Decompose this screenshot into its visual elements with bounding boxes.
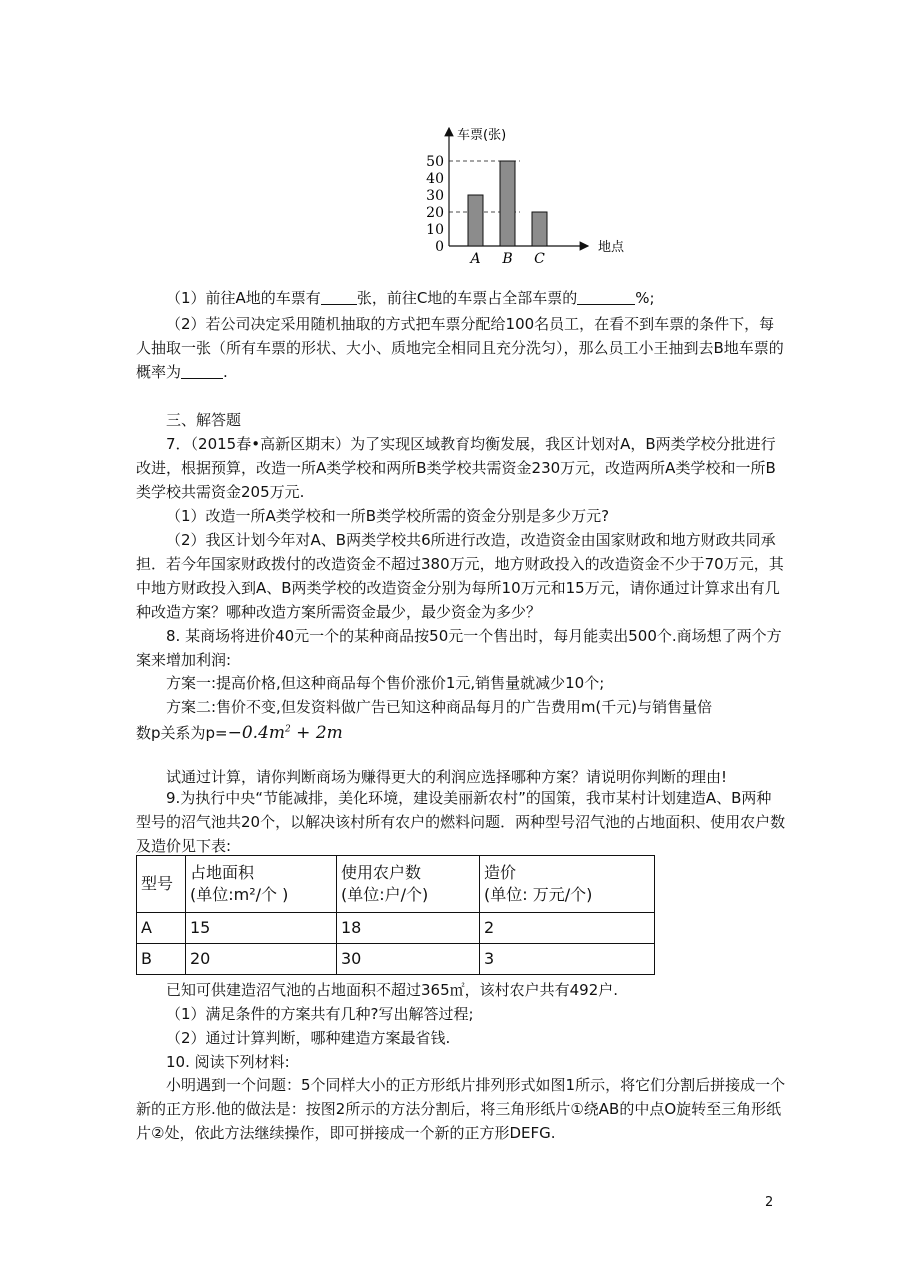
bar-B xyxy=(500,161,515,246)
q8-question: 试通过计算，请你判断商场为赚得更大的利润应选择哪种方案？请说明你判断的理由! xyxy=(166,768,728,786)
table-cell: 3 xyxy=(480,944,655,975)
q7-stem: 7．（2015春•高新区期末）为了实现区域教育均衡发展，我区计划对A，B两类学校分批进行改进，根据预算，改造一所A类学校和两所B类学校共需资金230万元，改造两所A类学校和一所B类学校共需资金205万元. xyxy=(136,435,776,501)
q8-plan1: 方案一:提高价格,但这种商品每个售价涨价1元,销售量就减少10个; xyxy=(166,674,605,692)
bar-A xyxy=(468,195,483,246)
q9-part2: （2）通过计算判断，哪种建造方案最省钱. xyxy=(166,1029,451,1047)
table-header-cell: 造价 (单位: 万元/个) xyxy=(480,856,655,913)
bar-C xyxy=(532,212,547,246)
table-cell: 20 xyxy=(186,944,337,975)
formula: $-0.4m^2 + 2m$ xyxy=(227,723,343,743)
x-category-label: C xyxy=(534,251,545,267)
y-tick-label: 50 xyxy=(426,154,444,170)
y-tick-label: 20 xyxy=(426,205,444,221)
table-cell: A xyxy=(137,913,186,944)
q9-condition: 已知可供建造沼气池的占地面积不超过365㎡，该村农户共有492户. xyxy=(166,981,619,999)
bar-chart xyxy=(420,120,660,270)
table-cell: B xyxy=(137,944,186,975)
table-cell: 18 xyxy=(337,913,480,944)
y-axis-label: 车票(张) xyxy=(457,128,507,143)
y-tick-label: 0 xyxy=(435,239,444,255)
table-row xyxy=(137,944,655,975)
table-header-row xyxy=(137,856,655,913)
answer-blank xyxy=(321,288,357,305)
answer-blank xyxy=(577,288,635,305)
q6-part2: （2）若公司决定采用随机抽取的方式把车票分配给100名员工，在看不到车票的条件下，每人抽取一张（所有车票的形状、大小、质地完全相同且充分洗匀），那么员工小王抽到去B地车票的概率为 . xyxy=(136,315,784,381)
q8-plan2-formula-line: 数p关系为$p=-0.4m^2 + 2m$ xyxy=(136,723,343,743)
q10-body: 小明遇到一个问题：5个同样大小的正方形纸片排列形式如图1所示，将它们分割后拼接成一个新的正方形.他的做法是：按图2所示的方法分割后，将三角形纸片①绕AB的中点O旋转至三角形纸片②处，依此方法继续操作，即可拼接成一个新的正方形DEFG. xyxy=(136,1076,786,1142)
table-cell: 2 xyxy=(480,913,655,944)
q9-stem: 9.为执行中央“节能减排，美化环境，建设美丽新农村”的国策，我市某村计划建造A、B两种型号的沼气池共20个，以解决该村所有农户的燃料问题．两种型号沼气池的占地面积、使用农户数及造价见下表: xyxy=(136,789,786,855)
table-cell: 30 xyxy=(337,944,480,975)
q7-part1: （1）改造一所A类学校和一所B类学校所需的资金分别是多少万元? xyxy=(166,507,610,525)
y-tick-label: 10 xyxy=(426,222,444,238)
x-axis-label: 地点 xyxy=(598,240,625,255)
table-row xyxy=(137,913,655,944)
page-number: 2 xyxy=(765,1195,774,1210)
x-category-label: A xyxy=(470,251,481,267)
y-tick-label: 30 xyxy=(426,188,444,204)
q10-stem: 10. 阅读下列材料: xyxy=(166,1053,290,1071)
section-heading: 三、解答题 xyxy=(166,411,242,429)
q8-stem: 8. 某商场将进价40元一个的某种商品按50元一个售出时，每月能卖出500个.商场想了两个方案来增加利润: xyxy=(136,627,782,669)
y-tick-label: 40 xyxy=(426,171,444,187)
biogas-table xyxy=(136,855,655,975)
q6-part1: （1）前往A地的车票有 张，前往C地的车票占全部车票的 %; xyxy=(166,289,655,307)
q8-plan2: 方案二:售价不变,但发资料做广告已知这种商品每月的广告费用m(千元)与销售量倍 xyxy=(166,698,713,716)
q9-part1: （1）满足条件的方案共有几种?写出解答过程; xyxy=(166,1005,474,1023)
table-header-cell: 占地面积 (单位:m²/个 ) xyxy=(186,856,337,913)
answer-blank xyxy=(181,362,223,379)
table-header-cell: 使用农户数 (单位:户/个) xyxy=(337,856,480,913)
q7-part2: （2）我区计划今年对A、B两类学校共6所进行改造，改造资金由国家财政和地方财政共同承担．若今年国家财政拨付的改造资金不超过380万元，地方财政投入的改造资金不少于70万元，其中地方财政投入到A、B两类学校的改造资金分别为每所10万元和15万元，请你通过计算求出有几种改造方案？哪种改造方案所需资金最少，最少资金为多少？ xyxy=(136,531,784,621)
table-cell: 15 xyxy=(186,913,337,944)
table-header-cell: 型号 xyxy=(137,856,186,913)
x-category-label: B xyxy=(502,251,513,267)
